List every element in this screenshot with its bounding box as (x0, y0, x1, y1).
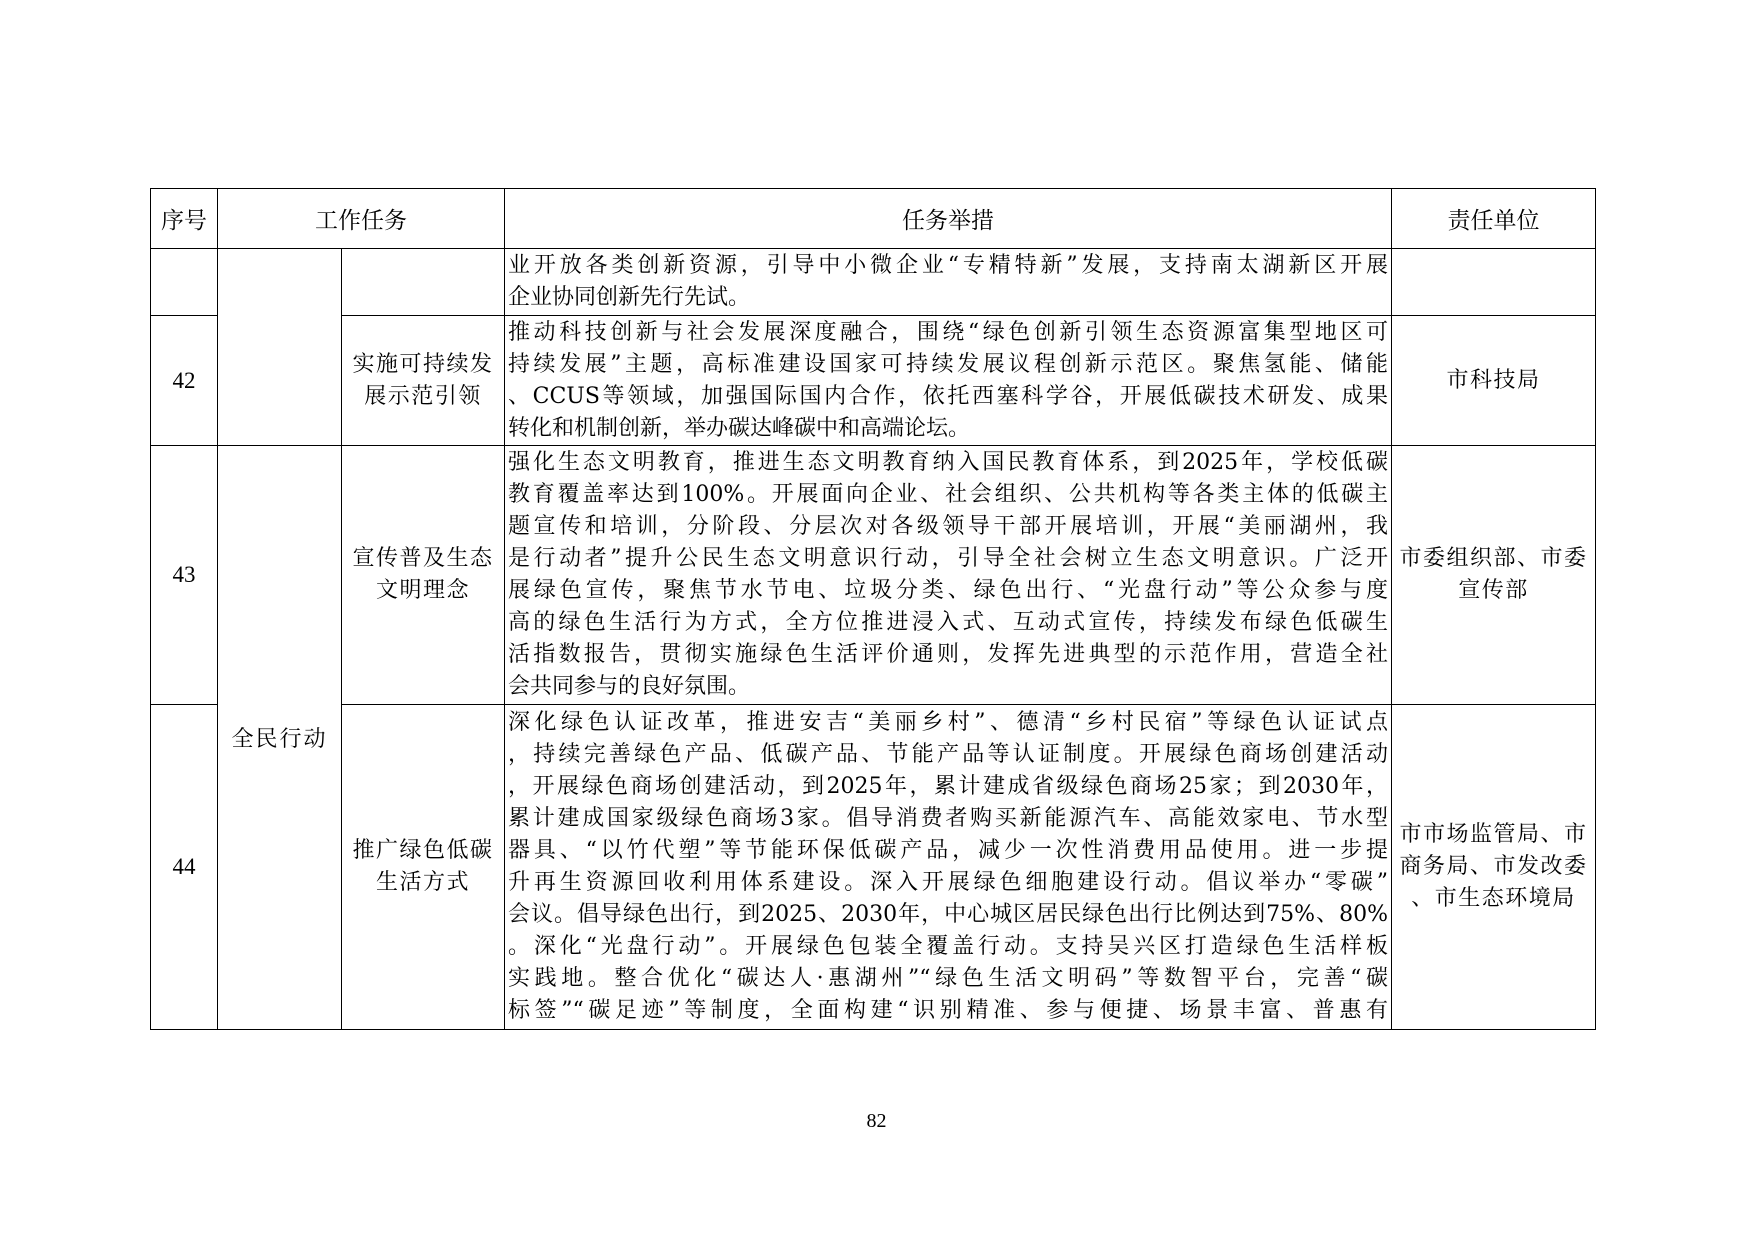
unit-line: 、市生态环境局 (1411, 886, 1576, 911)
subtask-cell (342, 316, 505, 446)
unit-cell (1392, 446, 1596, 705)
measure-line: 深化绿色认证改革，推进安吉“美丽乡村”、德清“乡村民宿”等绿色认证试点 (508, 710, 1388, 735)
table-row (151, 316, 1596, 446)
subtask-line: 文明理念 (375, 578, 470, 603)
measure-line: ，开展绿色商场创建活动，到2025年，累计建成省级绿色商场25家；到2030年， (508, 774, 1388, 799)
measure-line: 、CCUS等领域，加强国际国内合作，依托西塞科学谷，开展低碳技术研发、成果 (508, 383, 1388, 409)
header-task: 工作任务 (218, 189, 505, 249)
table-row (151, 705, 1596, 1030)
subtask-line: 展示范引领 (364, 383, 482, 409)
subtask-line: 推广绿色低碳 (352, 838, 494, 863)
measure-line: 会共同参与的良好氛围。 (508, 674, 751, 699)
subtask-cell (342, 705, 505, 1030)
unit-line: 市市场监管局、市 (1399, 822, 1588, 847)
subtask-line: 实施可持续发 (352, 351, 494, 377)
measure-line: 器具、“以竹代塑”等节能环保低碳产品，减少一次性消费用品使用。进一步提 (508, 838, 1388, 863)
unit-line: 市委组织部、市委 (1399, 546, 1588, 571)
unit-cell-empty (1392, 249, 1596, 316)
unit-cell (1392, 316, 1596, 446)
measure-line: 是行动者”提升公民生态文明意识行动，引导全社会树立生态文明意识。广泛开 (508, 546, 1388, 571)
measures-cell (505, 705, 1392, 1030)
table-header-row (151, 189, 1596, 249)
measures-cell (505, 316, 1392, 446)
subtask-line: 生活方式 (375, 870, 470, 895)
seq-cell: 44 (151, 705, 218, 1030)
measure-line: 会议。倡导绿色出行，到2025、2030年，中心城区居民绿色出行比例达到75%、80% (508, 902, 1388, 927)
category-cell: 全民行动 (218, 446, 342, 1030)
unit-line: 宣传部 (1458, 578, 1529, 603)
measure-line: 标签”“碳足迹”等制度，全面构建“识别精准、参与便捷、场景丰富、普惠有 (508, 998, 1388, 1023)
measure-line: 累计建成国家级绿色商场3家。倡导消费者购买新能源汽车、高能效家电、节水型 (508, 806, 1388, 831)
subtask-cell-empty (342, 249, 505, 316)
measure-line: 实践地。整合优化“碳达人·惠湖州”“绿色生活文明码”等数智平台，完善“碳 (508, 966, 1388, 991)
measure-line: ，持续完善绿色产品、低碳产品、节能产品等认证制度。开展绿色商场创建活动 (508, 742, 1388, 767)
subtask-cell (342, 446, 505, 705)
unit-line: 市科技局 (1446, 367, 1541, 393)
measure-line: 。深化“光盘行动”。开展绿色包装全覆盖行动。支持吴兴区打造绿色生活样板 (508, 934, 1388, 959)
measure-line: 活指数报告，贯彻实施绿色生活评价通则，发挥先进典型的示范作用，营造全社 (508, 642, 1388, 667)
measure-line: 强化生态文明教育，推进生态文明教育纳入国民教育体系，到2025年，学校低碳 (508, 450, 1388, 475)
table-row (151, 446, 1596, 705)
measure-line: 教育覆盖率达到100%。开展面向企业、社会组织、公共机构等各类主体的低碳主 (508, 482, 1388, 507)
measure-line: 升再生资源回收利用体系建设。深入开展绿色细胞建设行动。倡议举办“零碳” (508, 870, 1388, 895)
seq-cell: 42 (151, 316, 218, 446)
header-unit: 责任单位 (1392, 189, 1596, 249)
subtask-line: 宣传普及生态 (352, 546, 494, 571)
unit-cell (1392, 705, 1596, 1030)
task-table (150, 188, 1596, 1030)
header-measures: 任务举措 (505, 189, 1392, 249)
measure-line: 高的绿色生活行为方式，全方位推进浸入式、互动式宣传，持续发布绿色低碳生 (508, 610, 1388, 635)
page-number: 82 (866, 1110, 887, 1132)
header-seq: 序号 (151, 189, 218, 249)
unit-line: 商务局、市发改委 (1399, 854, 1588, 879)
seq-cell-empty (151, 249, 218, 316)
measures-cell (505, 249, 1392, 316)
table-row-continuation (151, 249, 1596, 316)
measure-line: 展绿色宣传，聚焦节水节电、垃圾分类、绿色出行、“光盘行动”等公众参与度 (508, 578, 1388, 603)
measure-line: 转化和机制创新，举办碳达峰碳中和高端论坛。 (508, 415, 971, 441)
category-cell-empty (218, 249, 342, 446)
measure-line: 企业协同创新先行先试。 (508, 285, 751, 310)
measure-line: 持续发展”主题，高标准建设国家可持续发展议程创新示范区。聚焦氢能、储能 (508, 351, 1388, 377)
measure-line: 推动科技创新与社会发展深度融合，围绕“绿色创新引领生态资源富集型地区可 (508, 319, 1388, 345)
seq-cell: 43 (151, 446, 218, 705)
measure-line: 业开放各类创新资源，引导中小微企业“专精特新”发展，支持南太湖新区开展 (508, 253, 1388, 278)
measures-cell (505, 446, 1392, 705)
measure-line: 题宣传和培训，分阶段、分层次对各级领导干部开展培训，开展“美丽湖州，我 (508, 514, 1388, 539)
